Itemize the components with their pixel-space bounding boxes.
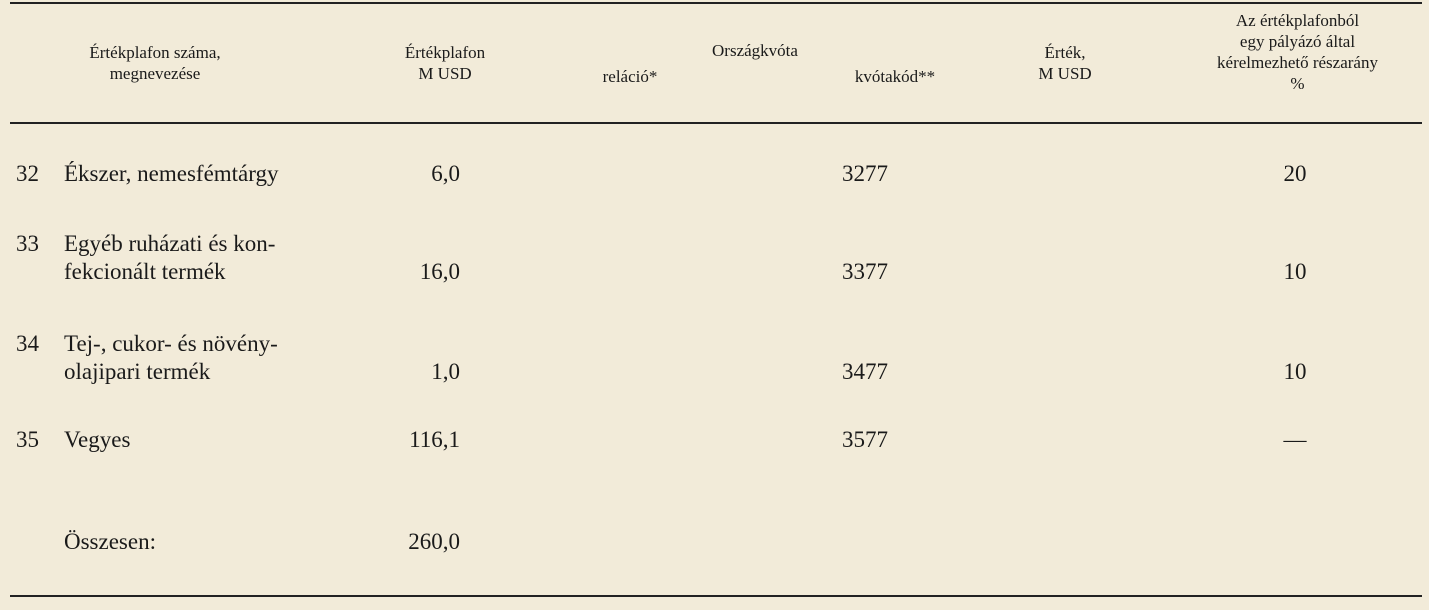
row-32-number: 32 bbox=[16, 161, 39, 186]
header-col-amount: Érték, M USD bbox=[1038, 43, 1092, 83]
row-35-value: 116,1 bbox=[409, 427, 460, 452]
row-34-value: 1,0 bbox=[431, 359, 460, 384]
table-bottom-rule bbox=[10, 595, 1422, 597]
table-top-rule bbox=[10, 2, 1422, 4]
row-33-share: 10 bbox=[1283, 259, 1307, 284]
row-35-name: Vegyes bbox=[64, 427, 131, 452]
header-group-country-quota: Országkvóta bbox=[712, 41, 798, 60]
total-value: 260,0 bbox=[408, 529, 460, 554]
header-col-number-name: Értékplafon száma, megnevezése bbox=[89, 43, 221, 83]
header-col-quota-code: kvótakód** bbox=[854, 67, 936, 86]
row-34-name-line1: Tej-, cukor- és növény- bbox=[64, 331, 278, 356]
row-33-quota-code: 3377 bbox=[842, 259, 888, 284]
row-34-name-line2: olajipari termék bbox=[64, 359, 211, 384]
row-34-number: 34 bbox=[16, 331, 39, 356]
row-35-quota-code: 3577 bbox=[842, 427, 888, 452]
row-33-number: 33 bbox=[16, 231, 39, 256]
row-33-value: 16,0 bbox=[419, 259, 460, 284]
row-32-value: 6,0 bbox=[431, 161, 460, 186]
row-32-share: 20 bbox=[1283, 161, 1307, 186]
row-32-quota-code: 3277 bbox=[842, 161, 888, 186]
row-33-name-line1: Egyéb ruházati és kon- bbox=[64, 231, 276, 256]
row-33-name-line2: fekcionált termék bbox=[64, 259, 226, 284]
header-col-value-ceiling: Értékplafon M USD bbox=[404, 43, 486, 83]
row-32-name: Ékszer, nemesfémtárgy bbox=[64, 161, 279, 186]
row-35-share: — bbox=[1283, 427, 1307, 452]
header-col-share: Az értékplafonból egy pályázó által kérelmezhető részarány % bbox=[1217, 11, 1378, 93]
total-label: Összesen: bbox=[64, 529, 156, 554]
row-34-share: 10 bbox=[1283, 359, 1307, 384]
row-35-number: 35 bbox=[16, 427, 39, 452]
header-col-relation: reláció* bbox=[602, 67, 658, 86]
row-34-quota-code: 3477 bbox=[842, 359, 888, 384]
header-rule bbox=[10, 122, 1422, 124]
